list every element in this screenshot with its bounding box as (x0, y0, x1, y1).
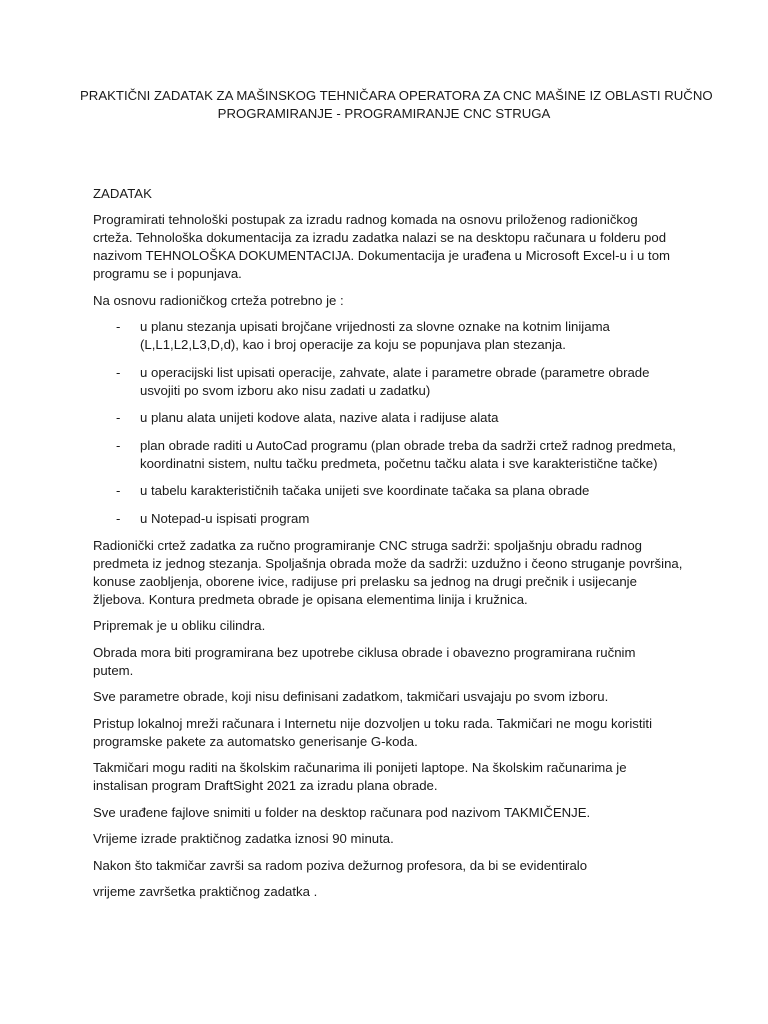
text-line: Nakon što takmičar završi sa radom poziva dežurnog profesora, da bi se evidentiralo (93, 857, 588, 873)
text-line: u Notepad-u ispisati program (140, 510, 310, 526)
text-line: (L,L1,L2,L3,D,d), kao i broj operacije za koju se popunjava plan stezanja. (140, 337, 566, 352)
body-paragraph (93, 688, 693, 706)
document-body (93, 185, 693, 910)
body-paragraph (93, 804, 693, 822)
text-line: Pristup lokalnoj mreži računara i Internetu nije dozvoljen u toku rada. Takmičari ne mogu koristiti (93, 715, 653, 731)
bullet-dash: - (116, 319, 121, 334)
text-line: predmeta iz jednog stezanja. Spoljašnja obrada može da sadrži: uzdužno i čeono struganje površina, (93, 555, 683, 571)
body-paragraph (93, 644, 693, 680)
list-item (93, 482, 693, 500)
text-line: programske pakete za automatsko generisanje G-koda. (93, 733, 418, 749)
text-line: crteža. Tehnološka dokumentacija za izradu zadatka nalazi se na desktopu računara u folderu pod (93, 230, 667, 245)
body-paragraph (93, 759, 693, 795)
body-paragraph (93, 617, 693, 635)
text-line: instalisan program DraftSight 2021 za izradu plana obrade. (93, 778, 438, 793)
document-title (80, 87, 713, 123)
body-paragraph (93, 715, 693, 751)
bullet-dash: - (116, 483, 121, 498)
bullet-dash: - (116, 437, 121, 453)
body-paragraph (93, 883, 693, 901)
text-line: Vrijeme izrade praktičnog zadatka iznosi 90 minuta. (93, 831, 394, 846)
text-line: putem. (93, 662, 134, 678)
text-line: Sve urađene fajlove snimiti u folder na desktop računara pod nazivom TAKMIČENJE. (93, 804, 591, 820)
section-heading: ZADATAK (93, 186, 152, 201)
bullet-dash: - (116, 510, 121, 526)
bullet-dash: - (116, 364, 121, 380)
text-line: konuse zaobljenja, oborene ivice, radijuse pri prelasku sa jednog na drugi prečnik i usijecanje (93, 573, 637, 589)
text-line: Programirati tehnološki postupak za izradu radnog komada na osnovu priloženog radioničkog (93, 212, 638, 227)
text-line: u planu stezanja upisati brojčane vrijednosti za slovne oznake na kotnim linijama (140, 319, 610, 334)
text-line: žljebova. Kontura predmeta obrade je opisana elementima linija i kružnica. (93, 591, 528, 607)
text-line: usvojiti po svom izboru ako nisu zadati u zadatku) (140, 382, 431, 398)
text-line: Radionički crtež zadatka za ručno programiranje CNC struga sadrži: spoljašnju obradu radnog (93, 537, 643, 553)
text-line: Takmičari mogu raditi na školskim računarima ili ponijeti laptope. Na školskim računarima je (93, 760, 627, 775)
list-item (93, 510, 693, 528)
title-line: PRAKTIČNI ZADATAK ZA MAŠINSKOG TEHNIČARA OPERATORA ZA CNC MAŠINE IZ OBLASTI RUČNO (80, 88, 713, 103)
text-line: plan obrade raditi u AutoCad programu (plan obrade treba da sadrži crtež radnog predmeta, (140, 437, 676, 453)
text-line: vrijeme završetka praktičnog zadatka . (93, 884, 318, 899)
list-item (93, 437, 693, 473)
text-line: Sve parametre obrade, koji nisu definisani zadatkom, takmičari usvajaju po svom izboru. (93, 689, 609, 704)
body-paragraph (93, 537, 693, 609)
list-intro: Na osnovu radioničkog crteža potrebno je : (93, 292, 344, 308)
text-line: Pripremak je u obliku cilindra. (93, 618, 266, 633)
text-line: koordinatni sistem, nultu tačku predmeta, početnu tačku alata i sve karakteristične tačke) (140, 455, 658, 471)
list-item (93, 364, 693, 400)
text-line: u tabelu karakterističnih tačaka unijeti sve koordinate tačaka sa plana obrade (140, 483, 590, 498)
intro-paragraph (93, 211, 693, 283)
text-line: Obrada mora biti programirana bez upotrebe ciklusa obrade i obavezno programirana ručnim (93, 644, 636, 660)
text-line: u planu alata unijeti kodove alata, nazive alata i radijuse alata (140, 410, 499, 425)
bullet-dash: - (116, 410, 121, 425)
text-line: programu se i popunjava. (93, 266, 242, 281)
body-paragraph (93, 857, 693, 875)
list-item (93, 318, 693, 354)
list-item (93, 409, 693, 427)
text-line: u operacijski list upisati operacije, zahvate, alate i parametre obrade (parametre obrade (140, 364, 650, 380)
text-line: nazivom TEHNOLOŠKA DOKUMENTACIJA. Dokumentacija je urađena u Microsoft Excel-u i u tom (93, 248, 671, 263)
title-line: PROGRAMIRANJE - PROGRAMIRANJE CNC STRUGA (217, 106, 551, 121)
task-list (93, 318, 693, 528)
body-paragraph (93, 830, 693, 848)
